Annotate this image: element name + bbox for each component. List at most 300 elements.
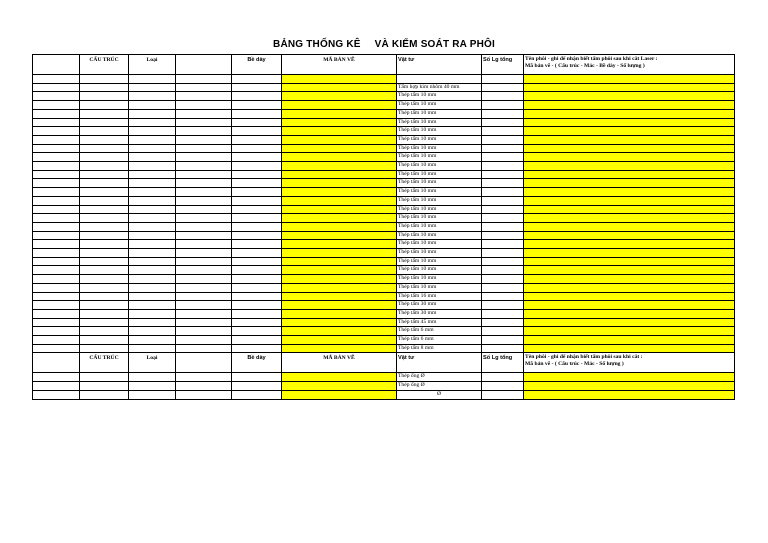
table-cell <box>176 83 232 92</box>
table-cell <box>80 179 129 188</box>
empty-cell <box>176 55 232 75</box>
table-row <box>33 83 735 92</box>
vat-tu-cell: Thép tấm 10 mm <box>397 144 482 153</box>
table-cell <box>33 240 80 249</box>
table-cell <box>129 257 176 266</box>
table-cell <box>129 162 176 171</box>
note-cell <box>524 249 735 258</box>
vat-tu-cell: Thép tấm 10 mm <box>397 92 482 101</box>
vat-tu-cell: Thép ống Ø <box>397 382 482 391</box>
table-cell <box>232 179 282 188</box>
so-lg-tong-cell <box>482 344 524 353</box>
table-cell <box>176 144 232 153</box>
table-cell <box>176 222 232 231</box>
ma-ban-ve-cell <box>282 292 397 301</box>
table-cell <box>80 188 129 197</box>
table-cell <box>80 109 129 118</box>
table-row <box>33 275 735 284</box>
table-cell <box>80 283 129 292</box>
vat-tu-cell: Thép tấm 6 mm <box>397 327 482 336</box>
vat-tu-cell: Thép tấm 10 mm <box>397 170 482 179</box>
table-row <box>33 127 735 136</box>
ma-ban-ve-cell <box>282 318 397 327</box>
table-cell <box>129 275 176 284</box>
table-cell <box>33 309 80 318</box>
ma-ban-ve-cell <box>282 390 397 399</box>
so-lg-tong-cell <box>482 222 524 231</box>
table-row <box>33 301 735 310</box>
table-cell <box>129 153 176 162</box>
table-cell <box>176 205 232 214</box>
ma-ban-ve-cell <box>282 214 397 223</box>
table-cell <box>232 390 282 399</box>
table-cell <box>33 390 80 399</box>
table-cell <box>129 327 176 336</box>
header-be-day: Bề dày <box>232 55 282 75</box>
table-cell <box>80 336 129 345</box>
vat-tu-cell: Thép tấm 10 mm <box>397 135 482 144</box>
table-cell <box>232 135 282 144</box>
table-cell <box>80 382 129 391</box>
note-cell <box>524 327 735 336</box>
so-lg-tong-cell <box>482 92 524 101</box>
table-row <box>33 222 735 231</box>
page-title: BẢNG THỐNG KÊ VÀ KIỂM SOÁT RA PHÔI <box>273 39 495 50</box>
table-cell <box>129 382 176 391</box>
table-cell <box>33 373 80 382</box>
table-cell <box>80 309 129 318</box>
table-cell <box>33 179 80 188</box>
header-be-day: Bề dày <box>232 353 282 373</box>
so-lg-tong-cell <box>482 309 524 318</box>
ma-ban-ve-cell <box>282 162 397 171</box>
table-cell <box>33 135 80 144</box>
table-cell <box>176 292 232 301</box>
note-cell <box>524 144 735 153</box>
header-cau-truc: CẤU TRÚC <box>80 55 129 75</box>
so-lg-tong-cell <box>482 135 524 144</box>
table-cell <box>129 390 176 399</box>
table-cell <box>129 144 176 153</box>
so-lg-tong-cell <box>482 162 524 171</box>
table-cell <box>33 301 80 310</box>
table-cell <box>33 188 80 197</box>
table-cell <box>232 75 282 84</box>
note-cell <box>524 292 735 301</box>
vat-tu-cell: Ø <box>397 390 482 399</box>
table-cell <box>33 275 80 284</box>
table-cell <box>33 196 80 205</box>
table-row <box>33 205 735 214</box>
note-cell <box>524 390 735 399</box>
table-cell <box>129 336 176 345</box>
ma-ban-ve-cell <box>282 373 397 382</box>
table-row <box>33 231 735 240</box>
table-cell <box>33 153 80 162</box>
vat-tu-cell: Thép tấm 45 mm <box>397 318 482 327</box>
table-row <box>33 240 735 249</box>
table-cell <box>80 92 129 101</box>
table-cell <box>129 309 176 318</box>
ma-ban-ve-cell <box>282 127 397 136</box>
vat-tu-cell: Thép tấm 10 mm <box>397 205 482 214</box>
ma-ban-ve-cell <box>282 283 397 292</box>
table-cell <box>80 153 129 162</box>
ma-ban-ve-cell <box>282 188 397 197</box>
table-cell <box>80 318 129 327</box>
vat-tu-cell: Tấm hợp kim nhôm 40 mm <box>397 83 482 92</box>
table-cell <box>80 344 129 353</box>
header-note <box>524 55 735 75</box>
table-cell <box>33 327 80 336</box>
vat-tu-cell: Thép ống Ø <box>397 373 482 382</box>
table-cell <box>176 344 232 353</box>
header-note-line2: Mã bản vẽ - ( Cấu trúc - Mác - Số lượng ) <box>525 360 624 367</box>
note-cell <box>524 214 735 223</box>
table-cell <box>176 257 232 266</box>
table-row <box>33 188 735 197</box>
ma-ban-ve-cell <box>282 240 397 249</box>
table-cell <box>176 266 232 275</box>
table-row <box>33 327 735 336</box>
table-cell <box>33 283 80 292</box>
ma-ban-ve-cell <box>282 266 397 275</box>
so-lg-tong-cell <box>482 283 524 292</box>
table-cell <box>80 127 129 136</box>
table-cell <box>232 327 282 336</box>
table-cell <box>33 83 80 92</box>
so-lg-tong-cell <box>482 118 524 127</box>
table-row <box>33 336 735 345</box>
table-cell <box>176 109 232 118</box>
table-cell <box>33 118 80 127</box>
header-row <box>33 353 735 373</box>
table-cell <box>80 205 129 214</box>
table-cell <box>33 382 80 391</box>
table-cell <box>33 162 80 171</box>
ma-ban-ve-cell <box>282 101 397 110</box>
table-cell <box>232 188 282 197</box>
table-cell <box>33 144 80 153</box>
table-cell <box>232 127 282 136</box>
table-row <box>33 162 735 171</box>
so-lg-tong-cell <box>482 205 524 214</box>
table-cell <box>232 249 282 258</box>
so-lg-tong-cell <box>482 292 524 301</box>
ma-ban-ve-cell <box>282 301 397 310</box>
table-cell <box>80 162 129 171</box>
ma-ban-ve-cell <box>282 257 397 266</box>
table-cell <box>232 83 282 92</box>
stats-table <box>32 54 735 400</box>
table-cell <box>176 373 232 382</box>
table-cell <box>176 240 232 249</box>
header-vat-tu: Vật tư <box>397 353 482 373</box>
table-cell <box>232 318 282 327</box>
note-cell <box>524 188 735 197</box>
note-cell <box>524 344 735 353</box>
note-cell <box>524 283 735 292</box>
note-cell <box>524 382 735 391</box>
table-cell <box>129 214 176 223</box>
table-cell <box>232 266 282 275</box>
header-note-line1: Tên phôi - ghi để nhận biết tấm phôi sau khi cắt Laser : <box>525 56 658 62</box>
table-cell <box>129 373 176 382</box>
ma-ban-ve-cell <box>282 205 397 214</box>
table-cell <box>176 275 232 284</box>
vat-tu-cell <box>397 75 482 84</box>
table-cell <box>129 188 176 197</box>
table-cell <box>232 231 282 240</box>
note-cell <box>524 127 735 136</box>
table-cell <box>129 231 176 240</box>
table-cell <box>80 222 129 231</box>
table-cell <box>129 344 176 353</box>
table-row <box>33 382 735 391</box>
table-cell <box>176 283 232 292</box>
table-cell <box>33 292 80 301</box>
table-row <box>33 283 735 292</box>
table-cell <box>232 382 282 391</box>
note-cell <box>524 336 735 345</box>
vat-tu-cell: Thép tấm 8 mm <box>397 344 482 353</box>
vat-tu-cell: Thép tấm 10 mm <box>397 275 482 284</box>
table-cell <box>33 214 80 223</box>
table-cell <box>232 170 282 179</box>
so-lg-tong-cell <box>482 170 524 179</box>
so-lg-tong-cell <box>482 188 524 197</box>
note-cell <box>524 222 735 231</box>
table-cell <box>80 144 129 153</box>
table-cell <box>80 135 129 144</box>
table-row <box>33 92 735 101</box>
table-cell <box>129 266 176 275</box>
so-lg-tong-cell <box>482 336 524 345</box>
table-cell <box>129 135 176 144</box>
table-cell <box>33 222 80 231</box>
vat-tu-cell: Thép tấm 10 mm <box>397 240 482 249</box>
table-cell <box>232 373 282 382</box>
vat-tu-cell: Thép tấm 10 mm <box>397 101 482 110</box>
ma-ban-ve-cell <box>282 196 397 205</box>
table-cell <box>232 283 282 292</box>
ma-ban-ve-cell <box>282 249 397 258</box>
table-row <box>33 373 735 382</box>
table-cell <box>129 292 176 301</box>
note-cell <box>524 205 735 214</box>
note-cell <box>524 75 735 84</box>
table-cell <box>176 318 232 327</box>
table-cell <box>129 283 176 292</box>
table-cell <box>33 318 80 327</box>
so-lg-tong-cell <box>482 109 524 118</box>
table-cell <box>176 75 232 84</box>
ma-ban-ve-cell <box>282 344 397 353</box>
header-ma-ban-ve: MÃ BẢN VẼ <box>282 55 397 75</box>
ma-ban-ve-cell <box>282 92 397 101</box>
ma-ban-ve-cell <box>282 170 397 179</box>
vat-tu-cell: Thép tấm 10 mm <box>397 214 482 223</box>
table-row <box>33 309 735 318</box>
table-cell <box>176 153 232 162</box>
vat-tu-cell: Thép tấm 30 mm <box>397 309 482 318</box>
so-lg-tong-cell <box>482 275 524 284</box>
note-cell <box>524 170 735 179</box>
note-cell <box>524 301 735 310</box>
ma-ban-ve-cell <box>282 222 397 231</box>
table-cell <box>176 249 232 258</box>
table-cell <box>80 327 129 336</box>
table-cell <box>129 205 176 214</box>
so-lg-tong-cell <box>482 373 524 382</box>
table-cell <box>232 118 282 127</box>
table-cell <box>129 83 176 92</box>
vat-tu-cell: Thép tấm 10 mm <box>397 283 482 292</box>
ma-ban-ve-cell <box>282 135 397 144</box>
table-cell <box>232 222 282 231</box>
ma-ban-ve-cell <box>282 109 397 118</box>
table-cell <box>33 336 80 345</box>
table-row <box>33 344 735 353</box>
note-cell <box>524 196 735 205</box>
table-cell <box>129 249 176 258</box>
table-row <box>33 101 735 110</box>
vat-tu-cell: Thép tấm 10 mm <box>397 118 482 127</box>
table-row <box>33 144 735 153</box>
ma-ban-ve-cell <box>282 327 397 336</box>
table-cell <box>33 75 80 84</box>
header-note-line2: Mã bản vẽ - ( Cấu trúc - Mác - Bề dày - Số lượng ) <box>525 62 645 69</box>
note-cell <box>524 109 735 118</box>
ma-ban-ve-cell <box>282 75 397 84</box>
table-row <box>33 179 735 188</box>
so-lg-tong-cell <box>482 266 524 275</box>
table-cell <box>176 327 232 336</box>
vat-tu-cell: Thép tấm 10 mm <box>397 196 482 205</box>
vat-tu-cell: Thép tấm 10 mm <box>397 266 482 275</box>
table-row <box>33 75 735 84</box>
table-cell <box>232 196 282 205</box>
vat-tu-cell: Thép tấm 10 mm <box>397 162 482 171</box>
table-cell <box>232 240 282 249</box>
note-cell <box>524 240 735 249</box>
so-lg-tong-cell <box>482 327 524 336</box>
table-cell <box>176 118 232 127</box>
table-cell <box>33 101 80 110</box>
table-row <box>33 153 735 162</box>
header-note-line1: Tên phôi - ghi để nhận biết tấm phôi sau khi cắt : <box>525 354 643 361</box>
table-cell <box>176 162 232 171</box>
table-cell <box>129 109 176 118</box>
table-row <box>33 292 735 301</box>
table-cell <box>129 301 176 310</box>
so-lg-tong-cell <box>482 249 524 258</box>
vat-tu-cell: Thép tấm 10 mm <box>397 257 482 266</box>
table-cell <box>232 162 282 171</box>
table-cell <box>129 92 176 101</box>
table-row <box>33 196 735 205</box>
table-cell <box>80 301 129 310</box>
table-cell <box>176 309 232 318</box>
so-lg-tong-cell <box>482 101 524 110</box>
table-cell <box>129 101 176 110</box>
table-cell <box>80 75 129 84</box>
note-cell <box>524 309 735 318</box>
table-cell <box>80 249 129 258</box>
vat-tu-cell: Thép tấm 10 mm <box>397 127 482 136</box>
table-row <box>33 170 735 179</box>
table-cell <box>33 205 80 214</box>
table-row <box>33 257 735 266</box>
header-so-lg-tong: Số Lg tổng <box>482 353 524 373</box>
so-lg-tong-cell <box>482 390 524 399</box>
table-cell <box>80 373 129 382</box>
note-cell <box>524 153 735 162</box>
table-row <box>33 390 735 399</box>
so-lg-tong-cell <box>482 144 524 153</box>
table-cell <box>232 301 282 310</box>
so-lg-tong-cell <box>482 153 524 162</box>
table-cell <box>80 101 129 110</box>
table-cell <box>232 92 282 101</box>
note-cell <box>524 101 735 110</box>
table-cell <box>176 170 232 179</box>
note-cell <box>524 257 735 266</box>
empty-cell <box>33 353 80 373</box>
vat-tu-cell: Thép tấm 6 mm <box>397 336 482 345</box>
table-cell <box>176 214 232 223</box>
table-cell <box>176 196 232 205</box>
table-row <box>33 109 735 118</box>
table-cell <box>176 101 232 110</box>
table-cell <box>232 144 282 153</box>
so-lg-tong-cell <box>482 196 524 205</box>
table-cell <box>129 222 176 231</box>
table-row <box>33 318 735 327</box>
table-cell <box>176 179 232 188</box>
table-cell <box>33 266 80 275</box>
so-lg-tong-cell <box>482 301 524 310</box>
so-lg-tong-cell <box>482 257 524 266</box>
table-cell <box>176 92 232 101</box>
vat-tu-cell: Thép tấm 16 mm <box>397 292 482 301</box>
ma-ban-ve-cell <box>282 382 397 391</box>
table-cell <box>176 231 232 240</box>
table-cell <box>80 196 129 205</box>
table-cell <box>176 127 232 136</box>
table-cell <box>232 292 282 301</box>
so-lg-tong-cell <box>482 231 524 240</box>
table-cell <box>129 196 176 205</box>
table-cell <box>232 257 282 266</box>
vat-tu-cell: Thép tấm 10 mm <box>397 153 482 162</box>
table-cell <box>129 318 176 327</box>
table-cell <box>176 301 232 310</box>
table-cell <box>232 101 282 110</box>
so-lg-tong-cell <box>482 240 524 249</box>
vat-tu-cell: Thép tấm 10 mm <box>397 231 482 240</box>
table-row <box>33 214 735 223</box>
table-cell <box>33 344 80 353</box>
table-cell <box>80 83 129 92</box>
table-cell <box>80 231 129 240</box>
table-cell <box>33 92 80 101</box>
ma-ban-ve-cell <box>282 231 397 240</box>
table-cell <box>80 170 129 179</box>
note-cell <box>524 275 735 284</box>
table-cell <box>33 170 80 179</box>
header-cau-truc: CẤU TRÚC <box>80 353 129 373</box>
